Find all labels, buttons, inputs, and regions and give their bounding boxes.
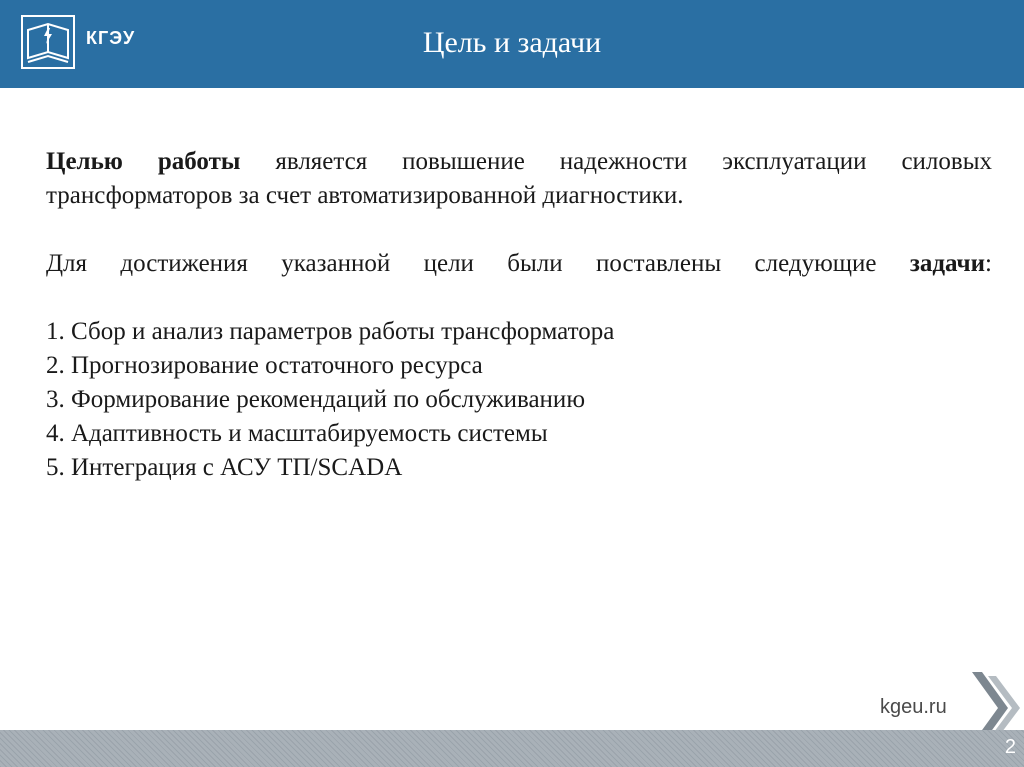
footer-bar <box>0 730 1024 767</box>
list-item: 5. Интеграция с АСУ ТП/SCADA <box>46 454 403 481</box>
spacer <box>46 213 992 247</box>
goal-paragraph <box>46 145 992 213</box>
slide-title: Цель и задачи <box>422 26 602 59</box>
logo-text: КГЭУ <box>86 28 136 48</box>
tasks-list <box>46 315 992 485</box>
list-item: 3. Формирование рекомендаций по обслуживанию <box>46 386 585 413</box>
slide-header <box>0 0 1024 88</box>
list-item: 4. Адаптивность и масштабируемость системы <box>46 420 548 447</box>
goal-bold-text: Целью работы <box>46 148 241 175</box>
tasks-intro-text: Для достижения указанной цели были поставлены следующие <box>46 250 910 277</box>
page-number: 2 <box>1004 736 1016 758</box>
list-item: 2. Прогнозирование остаточного ресурса <box>46 352 483 379</box>
tasks-bold-text: задачи <box>909 250 986 277</box>
tasks-intro-paragraph <box>46 247 992 281</box>
slide-content <box>46 145 992 485</box>
spacer <box>46 281 992 315</box>
goal-text: является повышение надежности эксплуатации силовых трансформаторов за счет автоматизированной диагностики. <box>46 148 992 209</box>
footer-url: kgeu.ru <box>880 696 947 718</box>
list-item: 1. Сбор и анализ параметров работы трансформатора <box>46 318 615 345</box>
tasks-colon: : <box>985 250 992 277</box>
